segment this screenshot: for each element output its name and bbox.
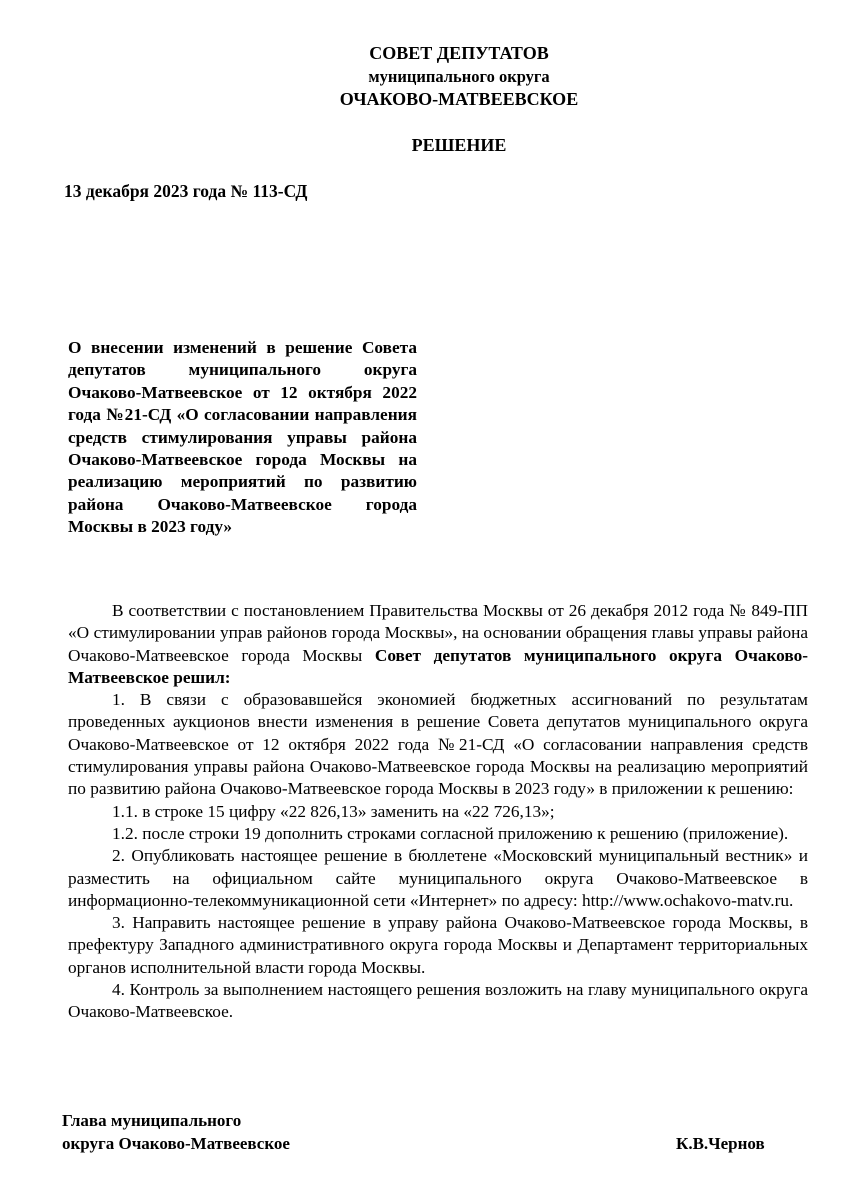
council-title: СОВЕТ ДЕПУТАТОВ [369, 43, 549, 63]
council-subtitle: муниципального округа [368, 67, 550, 86]
item-2: 2. Опубликовать настоящее решение в бюллетене «Московский муниципальный вестник» и разместить на официальном сайте муниципального округа Очаково-Матвеевское в информационно-телекоммуникационной сети «Интернет» по адресу: http://www.ochakovo-matv.ru. [68, 846, 808, 910]
signatory-title [62, 1110, 290, 1155]
intro-resolution: Совет депутатов муниципального округа Очаково-Матвеевское решил: [68, 645, 809, 687]
intro-paragraph [68, 600, 808, 689]
item-4: 4. Контроль за выполнением настоящего решения возложить на главу муниципального округа Очаково-Матвеевское. [68, 980, 808, 1022]
item-3: 3. Направить настоящее решение в управу района Очаково-Матвеевское города Москвы, в префектуру Западного административного округа города Москвы и Департамент территориальных органов исполнительной власти города Москвы. [68, 913, 808, 977]
decision-body [68, 600, 808, 1024]
signatory-title-line2: округа Очаково-Матвеевское [62, 1133, 290, 1153]
decision-date-number: 13 декабря 2023 года № 113-СД [64, 181, 308, 201]
signatory-title-line1: Глава муниципального [62, 1111, 242, 1130]
intro-text: В соответствии с постановлением Правительства Москвы от 26 декабря 2012 года № 849-ПП «О стимулировании управ районов города Москвы», на основании обращения главы управы района Очаково-Матвеевское города Москвы [68, 601, 808, 665]
signatory-name: К.В.Чернов [676, 1134, 765, 1153]
decision-subject: О внесении изменений в решение Совета депутатов муниципального округа Очаково-Матвеевское от 12 октября 2022 года №21-СД «О согласовании направления средств стимулирования управы района Очаково-Матвеевское города Москвы на реализацию мероприятий по развитию района Очаково-Матвеевское города Москвы в 2023 году» [68, 338, 417, 537]
item-1: 1. В связи с образовавшейся экономией бюджетных ассигнований по результатам проведенных аукционов внести изменения в решение Совета депутатов муниципального округа Очаково-Матвеевское от 12 октября 2022 года №21-СД «О согласовании направления средств стимулирования управы района Очаково-Матвеевское города Москвы на реализацию мероприятий по развитию района Очаково-Матвеевское города Москвы в 2023 году» в приложении к решению: [68, 690, 808, 799]
document-type: РЕШЕНИЕ [411, 135, 507, 155]
district-name: ОЧАКОВО-МАТВЕЕВСКОЕ [339, 89, 579, 109]
item-1-1: 1.1. в строке 15 цифру «22 826,13» заменить на «22 726,13»; [112, 801, 555, 821]
item-1-2: 1.2. после строки 19 дополнить строками согласной приложению к решению (приложение). [112, 823, 789, 843]
